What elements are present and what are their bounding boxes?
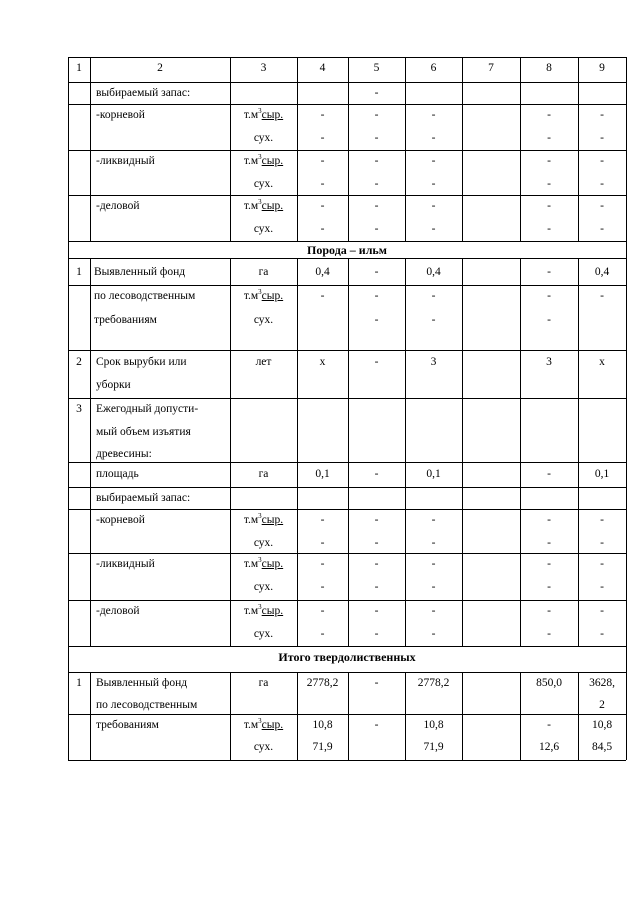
- value-cell: 0,1: [594, 468, 610, 480]
- row-border: [68, 150, 626, 151]
- value-cell: 71,9: [312, 741, 333, 753]
- row-label: площадь: [96, 468, 139, 480]
- unit-area: га: [258, 468, 269, 480]
- row-border: [230, 714, 626, 715]
- value-cell: x: [599, 356, 605, 368]
- table-top-border: [68, 57, 626, 58]
- value-cell: 3628,: [589, 677, 615, 689]
- value-dash: -: [320, 200, 325, 212]
- value-dash: -: [374, 677, 379, 689]
- value-dash: -: [320, 558, 325, 570]
- value-dash: -: [547, 537, 551, 549]
- column-rule: [90, 672, 91, 760]
- unit-volume-dry: сух.: [253, 178, 274, 190]
- value-dash: -: [320, 132, 325, 144]
- row-label: -ликвидный: [96, 155, 155, 167]
- value-cell: 10,8: [312, 719, 333, 731]
- value-dash: -: [600, 109, 604, 121]
- header-cell-6: 6: [430, 62, 437, 74]
- value-dash: -: [431, 628, 436, 640]
- value-cell: 3: [546, 356, 552, 368]
- value-dash: -: [431, 537, 436, 549]
- unit-volume-dry: сух.: [253, 741, 274, 753]
- row-border: [68, 398, 626, 399]
- value-dash: -: [547, 514, 551, 526]
- row-border: [68, 241, 626, 242]
- column-rule: [520, 57, 521, 241]
- row-label: Срок вырубки или: [96, 356, 187, 368]
- value-dash: -: [547, 314, 551, 326]
- value-dash: -: [431, 514, 436, 526]
- value-dash: -: [320, 155, 325, 167]
- row-label: Выявленный фонд: [94, 266, 186, 278]
- value-dash: -: [600, 223, 604, 235]
- header-cell-8: 8: [546, 62, 552, 74]
- value-cell: 850,0: [536, 677, 562, 689]
- value-cell: 0,4: [426, 266, 441, 278]
- column-rule: [90, 258, 91, 646]
- value-dash: -: [374, 314, 379, 326]
- value-dash: -: [431, 132, 436, 144]
- value-dash: -: [374, 356, 379, 368]
- row-label: -деловой: [96, 200, 140, 212]
- value-dash: -: [374, 628, 379, 640]
- value-dash: -: [431, 558, 436, 570]
- unit-volume-raw: $т.м^3сыр$.: [243, 717, 284, 731]
- value-dash: -: [374, 178, 379, 190]
- value-cell: 2: [599, 699, 605, 711]
- header-cell-5: 5: [373, 62, 380, 74]
- value-dash: -: [547, 605, 551, 617]
- value-cell: 2778,2: [306, 677, 339, 689]
- unit-years: лет: [255, 356, 272, 368]
- row-number: 3: [76, 403, 82, 415]
- value-dash: -: [547, 719, 551, 731]
- value-dash: -: [320, 109, 325, 121]
- value-dash: -: [547, 628, 551, 640]
- value-dash: -: [431, 314, 436, 326]
- value-dash: -: [431, 581, 436, 593]
- row-number: 1: [76, 266, 82, 278]
- value-dash: -: [431, 605, 436, 617]
- value-dash: -: [547, 178, 551, 190]
- row-border: [68, 487, 626, 488]
- value-cell: 84,5: [591, 741, 613, 753]
- row-label: -корневой: [96, 109, 145, 121]
- value-dash: -: [600, 628, 604, 640]
- value-cell: 10,8: [423, 719, 444, 731]
- row-border: [68, 258, 626, 259]
- row-label: по лесоводственным: [96, 699, 198, 711]
- unit-volume-raw: $т.м^3сыр$.: [243, 603, 284, 617]
- value-dash: -: [547, 581, 551, 593]
- unit-volume-dry: сух.: [253, 628, 274, 640]
- value-dash: -: [600, 514, 604, 526]
- value-cell: 0,1: [315, 468, 330, 480]
- row-border: [230, 285, 626, 286]
- value-cell: 0,4: [594, 266, 610, 278]
- value-cell: 0,4: [315, 266, 330, 278]
- header-cell-1: 1: [76, 62, 82, 74]
- value-dash: -: [374, 468, 379, 480]
- value-dash: -: [431, 223, 436, 235]
- value-dash: -: [431, 155, 436, 167]
- value-dash: -: [374, 719, 379, 731]
- row-border: [68, 509, 626, 510]
- value-dash: -: [374, 155, 379, 167]
- row-label: уборки: [96, 379, 131, 391]
- table-right-border: [626, 57, 627, 760]
- value-dash: -: [374, 537, 379, 549]
- column-rule: [90, 57, 91, 241]
- row-label: по лесоводственным: [94, 290, 196, 302]
- unit-area: га: [258, 677, 269, 689]
- value-cell: 0,1: [426, 468, 441, 480]
- value-dash: -: [431, 200, 436, 212]
- column-rule: [462, 258, 463, 646]
- row-border: [68, 350, 626, 351]
- value-dash: -: [547, 266, 551, 278]
- value-dash: -: [600, 537, 604, 549]
- value-dash: -: [374, 109, 379, 121]
- value-dash: -: [547, 223, 551, 235]
- column-rule: [462, 57, 463, 241]
- column-rule: [462, 672, 463, 760]
- value-cell: 71,9: [423, 741, 444, 753]
- value-dash: -: [320, 628, 325, 640]
- value-dash: -: [320, 537, 325, 549]
- column-rule: [405, 57, 406, 241]
- row-border: [68, 462, 626, 463]
- value-dash: -: [600, 200, 604, 212]
- value-dash: -: [547, 132, 551, 144]
- column-rule: [348, 57, 349, 241]
- row-border: [68, 646, 626, 647]
- table-bottom-border: [68, 760, 626, 761]
- value-dash: -: [547, 558, 551, 570]
- row-border: [68, 600, 626, 601]
- section-title: Порода – ильм: [307, 243, 387, 257]
- row-label: мый объем изъятия: [96, 426, 191, 438]
- section-title: Итого твердолиственных: [278, 650, 416, 664]
- unit-volume-dry: сух.: [253, 132, 274, 144]
- value-dash: -: [374, 223, 379, 235]
- value-dash: -: [374, 290, 379, 302]
- value-dash: -: [547, 200, 551, 212]
- value-dash: -: [374, 605, 379, 617]
- row-label: -ликвидный: [96, 558, 155, 570]
- row-label: древесины:: [96, 448, 152, 460]
- value-dash: -: [547, 468, 551, 480]
- unit-volume-dry: сух.: [253, 537, 274, 549]
- unit-area: га: [258, 266, 269, 278]
- header-cell-3: 3: [260, 62, 267, 74]
- value-dash: -: [374, 581, 379, 593]
- value-cell: 2778,2: [417, 677, 450, 689]
- value-dash: -: [547, 109, 551, 121]
- value-dash: -: [374, 200, 379, 212]
- value-dash: -: [600, 605, 604, 617]
- row-label: Ежегодный допусти-: [96, 403, 199, 415]
- value-dash: -: [374, 266, 379, 278]
- value-dash: -: [320, 290, 325, 302]
- row-label: выбираемый запас:: [96, 492, 191, 504]
- unit-volume-dry: сух.: [253, 581, 274, 593]
- column-rule: [578, 57, 579, 241]
- value-dash: -: [547, 155, 551, 167]
- row-number: 2: [76, 356, 82, 368]
- value-dash: -: [431, 109, 436, 121]
- value-dash: -: [320, 178, 325, 190]
- value-dash: -: [547, 290, 551, 302]
- row-label: -деловой: [96, 605, 140, 617]
- row-label: Выявленный фонд: [96, 677, 188, 689]
- value-dash: -: [431, 178, 436, 190]
- row-label: -корневой: [96, 514, 145, 526]
- unit-volume-dry: сух.: [253, 223, 274, 235]
- column-rule: [230, 57, 231, 241]
- unit-volume-raw: $т.м^3сыр$.: [243, 512, 284, 526]
- header-cell-2: 2: [157, 62, 163, 74]
- value-dash: -: [431, 290, 436, 302]
- value-dash: -: [600, 581, 604, 593]
- value-dash: -: [600, 155, 604, 167]
- value-dash: -: [600, 290, 604, 302]
- value-cell: 12,6: [538, 741, 560, 753]
- row-number: 1: [76, 677, 82, 689]
- value-dash: -: [374, 132, 379, 144]
- column-rule: [297, 57, 298, 241]
- row-border: [68, 104, 626, 105]
- header-cell-9: 9: [599, 62, 605, 74]
- row-label: требованиям: [94, 314, 157, 326]
- unit-volume-raw: $т.м^3сыр$.: [243, 198, 284, 212]
- header-cell-4: 4: [319, 62, 326, 74]
- row-border: [68, 672, 626, 673]
- value-cell: 3: [430, 356, 437, 368]
- unit-volume-raw: $т.м^3сыр$.: [243, 288, 284, 302]
- row-label: требованиям: [96, 719, 159, 731]
- value-dash: -: [320, 514, 325, 526]
- unit-volume-raw: $т.м^3сыр$.: [243, 107, 284, 121]
- unit-volume-dry: сух.: [253, 314, 274, 326]
- header-cell-7: 7: [488, 62, 494, 74]
- row-border: [68, 82, 626, 83]
- row-border: [68, 553, 626, 554]
- row-label: выбираемый запас:: [96, 87, 191, 99]
- value-dash: -: [320, 605, 325, 617]
- value-dash: -: [374, 87, 379, 99]
- row-border: [68, 195, 626, 196]
- value-dash: -: [600, 178, 604, 190]
- value-cell: 10,8: [591, 719, 613, 731]
- value-dash: -: [320, 581, 325, 593]
- value-dash: -: [374, 558, 379, 570]
- value-dash: -: [320, 223, 325, 235]
- value-cell: x: [319, 356, 326, 368]
- unit-volume-raw: $т.м^3сыр$.: [243, 153, 284, 167]
- value-dash: -: [600, 132, 604, 144]
- value-dash: -: [374, 514, 379, 526]
- value-dash: -: [600, 558, 604, 570]
- unit-volume-raw: $т.м^3сыр$.: [243, 556, 284, 570]
